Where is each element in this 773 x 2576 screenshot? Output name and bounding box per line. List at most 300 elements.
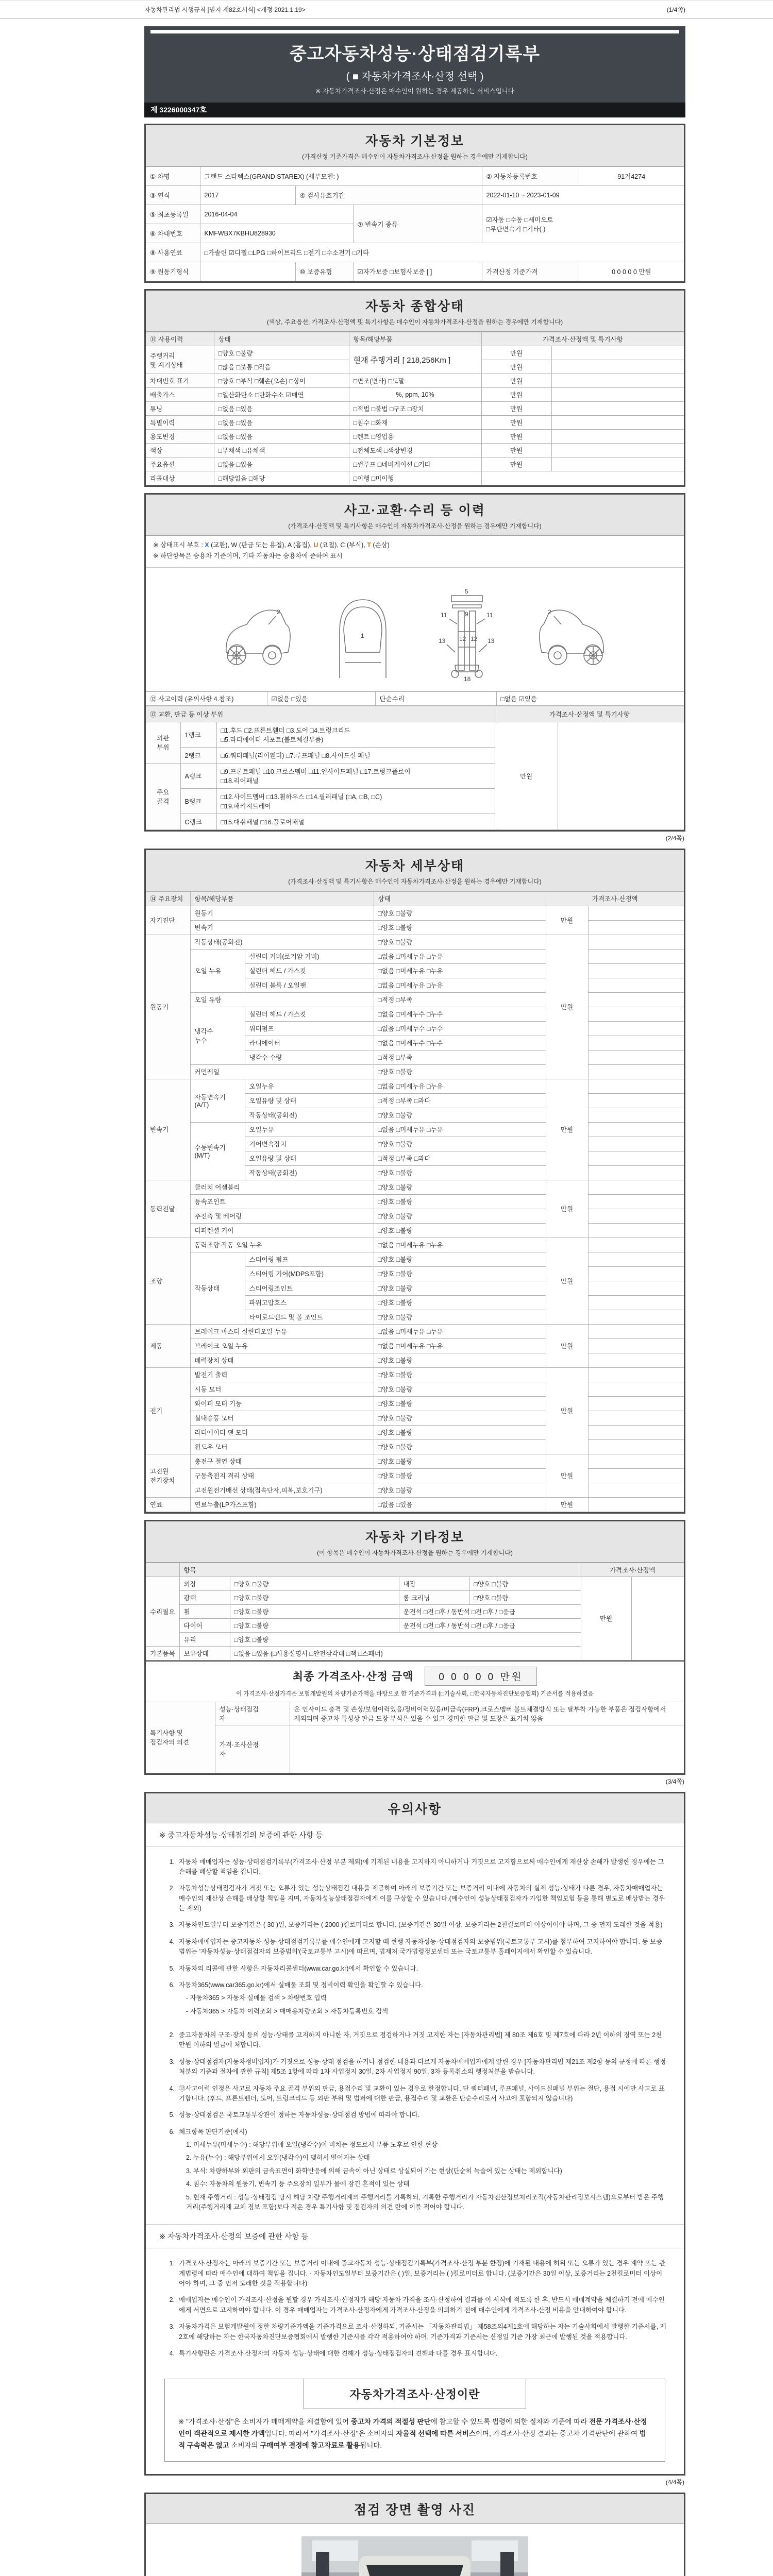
checkbox-cell[interactable]: □없음 □미세누수 □누수 [374,1007,546,1021]
label-panel-header: ⑬ 교환, 판금 등 이상 부위 [146,706,495,722]
cell: 주요 골격 [146,763,180,829]
cell: 만원 [481,402,551,416]
checkbox-cell[interactable]: □양호 □불량 [374,1223,546,1238]
cell: 타이로드엔드 및 볼 조인트 [245,1310,374,1324]
cell: C랭크 [180,814,216,829]
checkbox-cell[interactable]: □없음 □미세누수 □누수 [374,1036,546,1050]
svg-text:13: 13 [439,637,446,645]
checkbox-cell[interactable]: □없음 □미세누유 □누유 [374,1238,546,1252]
cell [588,1411,684,1425]
checkbox-cell[interactable]: □양호 □불량 [374,1165,546,1180]
checkbox-cell[interactable]: □해당없음 □해당 [214,471,349,485]
cell [588,1209,684,1223]
cell [588,1194,684,1209]
cell [588,1468,684,1483]
checkbox-cell[interactable]: □침수 □화재 [349,416,481,430]
checkbox-cell[interactable]: □양호 □불량 [374,1425,546,1439]
checkbox-cell[interactable]: □양호 □불량 [374,1411,546,1425]
cell: 만원 [481,346,551,360]
checkbox-cell[interactable]: □양호 □불량 [374,1209,546,1223]
checkbox-cell[interactable]: □많음 □보통 □적음 [214,360,349,374]
cell [588,1324,684,1338]
checkbox-cell[interactable]: □양호 □불량 [374,1137,546,1151]
cell: 연료누출(LP가스포함) [190,1497,374,1512]
checkbox-cell[interactable]: □15.대쉬패널 □16.플로어패널 [216,814,495,829]
cell [588,1497,684,1512]
cell [588,1064,684,1079]
cell: 항목/해당부품 [190,891,374,906]
pricing-definition-body: ※ "가격조사·산정"은 소비자가 매매계약을 체결함에 있어 중고차 가격의 적절성 판단에 참고할 수 있도록 법령에 의한 절차와 기준에 따라 전문 가격조사·산정인이 객관적으로 제시한 가액입니다. 따라서 "가격조사·산정"은 소비자의 자율적 선택에 따른 서비스이며, 가격조사·산정 결과는 중고차 가격판단에 관하여 법적 구속력은 없고 소비자의 구매여부 결정에 참고자료로 활용됩니다. [178,2418,647,2450]
cell: 클러치 어셈블리 [190,1180,374,1194]
cell [588,1050,684,1064]
cell: 냉각수 수량 [245,1050,374,1064]
section-other-info [144,1520,685,1775]
cell: 스티어링 기어(MDPS포함) [245,1266,374,1281]
cell: 배력장치 상태 [190,1353,374,1367]
notice-item: 3. 자동차인도일부터 보증기간은 ( 30 )일, 보증거리는 ( 2000 )킬로미터로 합니다. (보증기간은 30일 이상, 보증거리는 2천킬로미터 이상이어야 하며, 그 중 먼저 도래한 것을 적용) [169,1921,663,1929]
cell: 만원 [546,906,588,935]
checkbox-cell[interactable]: □양호 □불량 [230,1604,399,1618]
cell: 변속기 [190,920,374,935]
cell: 실린더 헤드 / 가스킷 [245,1007,374,1021]
car-diagram-side-right-icon [532,575,615,686]
accident-subtitle: (가격조사·산정액 및 특기사항은 매수인이 자동차가격조사·산정을 원하는 경우에만 기재합니다) [288,522,542,530]
notice-subheading-1: ※ 중고자동차성능·상태점검의 보증에 관한 사항 등 [146,1823,684,1847]
cell: 가격조사·산정액 [546,891,684,906]
checkbox-cell[interactable]: □양호 □부식 □훼손(오손) □상이 [214,374,349,388]
cell [588,1310,684,1324]
checkbox-cell[interactable]: □없음 □있음 [214,402,349,416]
svg-text:1: 1 [361,632,364,639]
checkbox-cell[interactable]: □양호 □불량 [374,1396,546,1411]
checkbox-cell[interactable]: □없음 □있음 [214,457,349,471]
cell: ⑭ 주요장치 [146,891,190,906]
cell [551,402,684,416]
checkbox-cell[interactable]: □양호 □불량 [374,1468,546,1483]
cell: 기본품목 [146,1646,179,1660]
checkbox-cell[interactable]: □6.쿼터패널(리어휀더) □7.루프패널 □8.사이드실 패널 [216,747,495,763]
notice-item: 4. 특기사항란은 가격조사·산정자의 자동차 성능·상태에 대한 견해가 성능·상태점검자의 견해와 다를 경우 표시합니다. [169,2349,498,2357]
cell: 만원 [481,374,551,388]
checkbox-cell[interactable]: □양호 □불량 [374,1194,546,1209]
final-price-amount: 0 0 0 0 0 만원 [425,1667,537,1686]
notice-item: 1. 가격조사·산정자는 아래의 보증기간 또는 보증거리 이내에 중고자동차 성능·상태점검기록부(가격조사·산정 부분 한정)에 기재된 내용에 허위 또는 오류가 있는 경우 계약 또는 관계법령에 따라 매수인에 대하여 책임을 집니다. · 자동차인도일부터 보증기간은 ( )일, 보증거리는 ( )킬로미터로 합니다. (보증기간은 30일 이상, 보증거리는 2천킬로미터 이상이어야 하며, 그 중 먼저 도래한 것을 적용합니다) [169,2260,666,2287]
cell: 원동기 [146,935,190,1079]
notice-item: 3. 성능·상태점검자(자동차정비업자)가 거짓으로 성능·상태 점검을 하거나 점검한 내용과 다르게 자동차매매업자에게 알린 경우 [자동차관리법 제21조 제2항 등의 규정에 따른 행정처분의 기준과 절차에 관한 규칙] 제5조 1항에 따라 1차 사업정지 30일, 2차 사업정지 90일, 3차 등록취소의 행정처분을 받습니다. [169,2058,666,2076]
checkbox-cell[interactable]: 운전석 □전 □후 / 동반석 □전 □후 / □응급 [399,1604,581,1618]
cell: 항목/해당부품 [349,332,481,346]
checkbox-cell[interactable]: □적정 □부족 □과다 [374,1151,546,1165]
accident-header [146,495,684,536]
cell: 전기 [146,1367,190,1454]
overall-subtitle: (색상, 주요옵션, 가격조사·산정액 및 특기사항은 매수인이 자동차가격조사·산정을 원하는 경우에만 기재합니다) [266,318,563,326]
checkbox-cell[interactable]: □양호 □불량 [374,1367,546,1382]
page-number-1: (1/4쪽) [666,6,685,13]
checkbox-cell[interactable]: □없음 □미세누수 □누수 [374,1021,546,1036]
cell: 내장 [399,1577,469,1590]
cell: ③ 연식 [146,186,200,205]
checkbox-cell[interactable]: □없음 □미세누유 □누유 [374,1338,546,1353]
cell [588,978,684,992]
page-number-3: (3/4쪽) [665,1777,684,1785]
cell: 오일유량 및 상태 [245,1093,374,1108]
cell: ⑦ 변속기 종류 [353,205,482,243]
cell: 배출가스 [146,388,214,402]
cell: 타이어 [179,1618,230,1632]
cell: 시동 모터 [190,1382,374,1396]
checkbox-cell[interactable]: □적정 □부족 [374,992,546,1007]
checkbox-cell[interactable]: □없음 □있음 (□사용설명서 □안전삼각대 □잭 □스패너) [230,1646,581,1660]
svg-text:12: 12 [459,635,466,642]
checkbox-cell[interactable]: □양호 □불량 [374,1382,546,1396]
section-detail-state [144,849,685,1514]
notice-header [146,1793,684,1823]
cell: 고전원 전기장치 [146,1454,190,1497]
cell: 가격산정 기준가격 [482,262,579,281]
cell: A랭크 [180,763,216,788]
cell [551,374,684,388]
cell [588,1338,684,1353]
value-first-reg-date: 2016-04-04 [200,205,353,224]
notice-item: 6. 체크항목 판단기준(예시) 1. 미세누유(미세누수) : 해당부위에 오일(냉각수)이 비치는 정도로서 부품 노후로 인한 현상 2. 누유(누수) : 해당부위에서 오일(냉각수)이 맺혀서 떨어지는 상태 3. 부식: 차량하부와 외판의 금속표면이 화학반응에 의해 금속이 아닌 상태로 상실되어 가는 현상(단순히 녹슬어 있는 상태는 제외합니다) 4. 침수: 자동차의 원동기, 변속기 등 주요장치 일부가 물에 잠긴 흔적이 있는 상태 5. 현재 주행거리 : 성능·상태점검 당시 해당 차량 주행거리계의 주행거리를 기록하되, 기록한 주행거리가 자동차전산정보처리조직(자동차관리정보시스템)으로부터 받은 주행거리(주행거리계 교체 정보 포함)보다 적은 경우 특기사항 및 점검자의 의견 란에 이를 적어야 합니다. [169,2128,664,2211]
cell [551,444,684,457]
cell: 보유상태 [179,1646,230,1660]
checkbox-cell[interactable]: □양호 □불량 [374,1180,546,1194]
checkbox-cell[interactable]: □양호 □불량 [230,1590,399,1604]
cell [588,963,684,978]
svg-text:11: 11 [486,611,493,619]
cell: 연료 [146,1497,190,1512]
checkbox-cell[interactable]: □없음 □미세누유 □누유 [374,963,546,978]
cell [551,457,684,471]
cell: 휠 [179,1604,230,1618]
other-header [146,1521,684,1563]
cell [588,1223,684,1238]
cell [588,1281,684,1295]
cell [588,1252,684,1266]
cell [588,1382,684,1396]
cell [588,1266,684,1281]
cell: ⑩ 보증유형 [295,262,353,281]
checkbox-cell[interactable]: □양호 □불량 [374,1064,546,1079]
photos-title: 점검 장면 촬영 사진 [354,2503,476,2518]
form-note: ※ 자동차가격조사·산정은 매수인이 원하는 경우 제공하는 서비스입니다 [315,88,514,95]
top-rule [0,18,773,19]
cell [200,262,295,281]
cell: 실린더 헤드 / 가스킷 [245,963,374,978]
notice-subheading-2: ※ 자동차가격조사·산정의 보증에 관한 사항 등 [146,2224,684,2248]
cell: B랭크 [180,788,216,814]
overall-header [146,291,684,332]
basic-info-table [146,166,684,281]
checkbox-cell[interactable]: □없음 □미세누유 □누유 [374,949,546,963]
checkbox-cell[interactable]: □양호 □불량 [374,1252,546,1266]
inspection-photo-front [301,2536,528,2576]
label-car-name: ① 차명 [146,167,200,186]
cell [588,1454,684,1468]
cell: ⑪ 사용이력 [146,332,214,346]
other-subtitle: (이 항목은 매수인이 자동차가격조사·산정을 원하는 경우에만 기재합니다) [317,1549,513,1556]
cell: 오일누유 [245,1079,374,1093]
cell: 룸 크리닝 [399,1590,469,1604]
cell: 오일유량 및 상태 [245,1151,374,1165]
car-diagram-front-icon [324,575,401,686]
notice-list-2 [146,2028,684,2224]
checkbox-cell[interactable]: □양호 □불량 [374,920,546,935]
form-page [144,1,685,18]
cell: 라디에이터 팬 모터 [190,1425,374,1439]
cell [588,1079,684,1093]
checkbox-cell[interactable]: □전체도색 □색상변경 [349,444,481,457]
checkbox-cell[interactable]: □양호 □불량 [230,1632,581,1646]
checkbox-cell[interactable]: □적정 □부족 [374,1050,546,1064]
value-car-name: 그랜드 스타렉스(GRAND STAREX) (세부모델: ) [200,167,482,186]
cell: 용도변경 [146,430,214,444]
notice-item: 4. ⑫사고이력 인정은 사고로 자동차 주요 골격 부위의 판금, 용접수리 및 교환이 있는 경우로 한정합니다. 단 쿼터패널, 루프패널, 사이드실패널 부위는 절단, 용접 시에만 사고로 표기합니다. (후드, 프론트펜더, 도어, 트렁크리드 등 외판 부위 및 범퍼에 대한 판금, 용접수리 및 교환은 단순수리로서 사고에 포함되지 않습니다) [169,2084,665,2102]
cell: 워터펌프 [245,1021,374,1036]
detail-table [146,891,684,1512]
section-inspection-photos [144,2493,685,2576]
value-appraiser-opinion [290,1725,684,1773]
checkbox-cell[interactable]: □양호 □불량 [374,1454,546,1468]
checkbox-cell[interactable]: □없음 □미세누유 □누유 [374,1122,546,1137]
cell: 만원 [546,935,588,1079]
cell: 충전구 절연 상태 [190,1454,374,1468]
cell: 만원 [481,416,551,430]
checkbox-warranty-type[interactable]: ☑자가보증 □보험사보증 [ ] [353,262,482,281]
detail-title: 자동차 세부상태 [365,858,464,873]
svg-text:11: 11 [441,611,447,619]
value-emission: %, ppm, 10% [349,388,481,402]
cell: 작동상태 [190,1252,245,1324]
checkbox-cell[interactable]: □양호 □불량 [374,1281,546,1295]
checkbox-cell[interactable]: □양호 □불량 [469,1590,581,1604]
cell: 작동상태(공회전) [190,935,374,949]
section-overall-state [144,289,685,487]
cell: 자기진단 [146,906,190,935]
cell [588,1367,684,1382]
value-reg-no: 91거4274 [579,167,684,186]
cell: 만원 [481,360,551,374]
form-title: 중고자동차성능·상태점검기록부 [289,44,541,64]
notice-item: 2. 자동차성능상태점검자가 거짓 또는 오류가 있는 성능상태점검 내용을 제공하여 아래의 보증기간 또는 보증거리 이내에 자동차의 실제 성능·상태가 다른 경우, 자동차매매업자는 매수인의 재산상 손해를 배상할 책임을 지며, 자동차성능상태점검자에게 이를 구상할 수 있습니다.(매수인이 성능상태점검자가 가입한 책임보험 등을 통해 별도로 배상받는 경우는 제외) [169,1885,665,1912]
cell [588,1036,684,1050]
panel-rank-table [146,706,684,830]
overall-title: 자동차 종합상태 [365,299,464,314]
document-number: 제 3226000347호 [144,103,685,117]
notice-item: 2. 중고자동차의 구조·장치 등의 성능·상태를 고지하지 아니한 자, 거짓으로 점검하거나 거짓 고지한 자는 [자동차관리법] 제 80조 제6호 및 제7호에 따라 2년 이하의 징역 또는 2천만원 이하의 벌금에 처합니다. [169,2031,662,2049]
checkbox-cell[interactable]: □양호 □불량 [374,1108,546,1122]
cell: 동력전달 [146,1180,190,1238]
cell [588,1295,684,1310]
cell: 가격조사·산정액 및 특기사항 [495,706,684,722]
checkbox-cell[interactable]: □렌트 □영업용 [349,430,481,444]
top-meta [144,1,685,18]
cell [588,1137,684,1151]
detail-subtitle: (가격조사·산정액 및 특기사항은 매수인이 자동차가격조사·산정을 원하는 경우에만 기재합니다) [288,877,542,885]
checkbox-accident[interactable]: ☑없음 □있음 [267,691,375,705]
cell [588,1353,684,1367]
checkbox-cell[interactable]: □양호 □불량 [374,1439,546,1454]
title-stripe [150,30,679,33]
checkbox-transmission[interactable]: ☑자동 □수동 □세미오토 □무단변속기 □기타( ) [482,205,684,243]
cell [146,1563,179,1577]
checkbox-cell[interactable]: 운전석 □전 □후 / 동반석 □전 □후 / □응급 [399,1618,581,1632]
cell [588,1439,684,1454]
cell: 만원 [481,457,551,471]
accident-notes [146,536,684,568]
checkbox-cell[interactable]: □없음 □있음 [214,416,349,430]
other-title: 자동차 기타정보 [365,1530,464,1545]
cell: 조향 [146,1238,190,1324]
notice-item: 1. 자동차 매매업자는 성능·상태점검기록부(가격조사·산정 부분 제외)에 기재된 내용을 고지하지 아니하거나 거짓으로 고지함으로써 매수인에게 재산상 손해가 발생한 경우에는 그 손해를 배상할 책임을 집니다. [169,1858,664,1875]
cell: ④ 검사유효기간 [295,186,482,205]
cell: 상태 [374,891,546,906]
label-special-notes: 특기사항 및 점검자의 의견 [146,1702,215,1773]
cell: 가격조사·산정액 [581,1563,684,1577]
detail-header [146,850,684,891]
checkbox-cell[interactable]: □없음 □있음 [214,430,349,444]
notice-list-3 [146,2248,684,2370]
cell: 작동상태(공회전) [245,1165,374,1180]
cell [551,416,684,430]
checkbox-cell[interactable]: □이행 □미이행 [349,471,481,485]
checkbox-cell[interactable]: □양호 □불량 [469,1577,581,1590]
checkbox-cell[interactable]: □없음 □있음 [374,1497,546,1512]
cell: 구동축전지 격리 상태 [190,1468,374,1483]
section-notice [144,1792,685,2476]
cell: 만원 [481,388,551,402]
label-reg-no: ② 자동차등록번호 [482,167,579,186]
checkbox-cell[interactable]: □양호 □불량 [374,1353,546,1367]
cell: 작동상태(공회전) [245,1108,374,1122]
cell: 만원 [581,1577,631,1660]
final-price-footnote[interactable]: 이 가격조사·산정가격은 보험개발원의 차량기준가액을 바탕으로 한 기준가격과 (□기술사회, □한국자동차진단보증협회) 기준서를 적용하였음 [236,1690,594,1697]
value-inspector-opinion: 운 인사이드 충격 및 손상/보험이력있음/정비이력있음/비금속(FRP),크로스멤버 볼트체결방식 또는 탈부착 가능한 부품은 점검사항에서 제외되며 중고차 특성상 판금 도장 부식은 있을 수 있고 경미한 판금 및 도장은 표기치 않음 [290,1702,684,1725]
cell: 라디에이터 [245,1036,374,1050]
cell: 만원 [495,722,558,829]
cell: 수동변속기 (M/T) [190,1122,245,1180]
cell: 2랭크 [180,747,216,763]
checkbox-cell[interactable]: □양호 □불량 [230,1618,399,1632]
photos-header [146,2494,684,2524]
cell [588,1396,684,1411]
accident-history-row [146,691,684,706]
cell: 브레이크 마스터 실린더오일 누유 [190,1324,374,1338]
accident-note-2: ※ 하단항목은 승용차 기준이며, 기타 자동차는 승용차에 준하여 표시 [153,552,343,560]
checkbox-cell[interactable]: □없음 □미세누유 □누유 [374,1324,546,1338]
svg-text:2: 2 [277,608,280,616]
checkbox-emission[interactable]: □일산화탄소 □탄화수소 ☑매연 [214,388,349,402]
car-diagram-underbody-icon [428,575,506,686]
car-damage-diagrams [146,568,684,691]
checkbox-cell[interactable]: □적정 □부족 □과다 [374,1093,546,1108]
cell: 오일누유 [245,1122,374,1137]
basic-info-subtitle: (가격산정 기준가격은 매수인이 자동차가격조사·산정을 원하는 경우에만 기재합니다) [302,153,528,160]
notice-title: 유의사항 [388,1802,442,1817]
checkbox-cell[interactable]: □양호 □불량 [214,346,349,360]
form-subtitle: ( ■ 자동차가격조사·산정 선택 ) [346,71,484,82]
svg-text:5: 5 [465,587,468,595]
notice-item: 5. 자동차의 리콜에 관한 사항은 자동차리콜센터(www.car.go.kr)에서 확인할 수 있습니다. [169,1964,418,1972]
checkbox-simple-repair[interactable]: □없음 ☑있음 [496,691,684,705]
cell: 동력조향 작동 오일 누유 [190,1238,374,1252]
pricing-definition-box [164,2379,665,2462]
checkbox-cell[interactable]: □없음 □미세누유 □누유 [374,978,546,992]
cell: 유리 [179,1632,230,1646]
svg-text:13: 13 [488,637,495,645]
cell [588,1238,684,1252]
cell: 등속죠인트 [190,1194,374,1209]
checkbox-cell[interactable]: □양호 □불량 [374,906,546,920]
cell [588,949,684,963]
special-notes-table [146,1702,684,1773]
notice-item: 5. 성능·상태점검은 국토교통부장관이 정하는 자동차성능·상태점검 방법에 따라야 합니다. [169,2111,420,2119]
cell: 주요옵션 [146,457,214,471]
cell [558,722,684,829]
value-model-year: 2017 [200,186,295,205]
cell: ⑥ 차대번호 [146,224,200,243]
title-block [144,26,685,103]
cell: 색상 [146,444,214,457]
svg-text:2: 2 [548,608,551,616]
checkbox-cell[interactable]: □양호 □불량 [374,1266,546,1281]
checkbox-cell[interactable]: □변조(변타) □도말 [349,374,481,388]
cell: 변속기 [146,1079,190,1180]
checkbox-cell[interactable]: □양호 □불량 [374,1310,546,1324]
pricing-definition-title: 자동차가격조사·산정이란 [304,2379,526,2409]
checkbox-cell[interactable]: □12.사이드멤버 □13.휠하우스 □14.필러패널 (□A, □B, □C) □19.패키지트레이 [216,788,495,814]
cell: ⑧ 사용연료 [146,243,200,262]
checkbox-cell[interactable]: □적법 □불법 □구조 □장치 [349,402,481,416]
checkbox-cell[interactable]: □양호 □불량 [374,1483,546,1497]
label-accident-history: ⑫ 사고이력 (유의사항 4.참조) [146,691,267,705]
basic-info-header [146,125,684,166]
cell: 튜닝 [146,402,214,416]
cell: 만원 [546,1367,588,1454]
checkbox-cell[interactable]: □1.후드 □2.프론트휀더 □3.도어 □4.트렁크리드 □5.라디에이터 서포트(볼트체결부품) [216,722,495,747]
checkbox-cell[interactable]: □양호 □불량 [374,935,546,949]
checkbox-cell[interactable]: □없음 □미세누유 □누유 [374,1079,546,1093]
cell: ⑨ 원동기형식 [146,262,200,281]
photo-zone [146,2524,684,2576]
checkbox-cell[interactable]: □양호 □불량 [230,1577,399,1590]
cell: 1랭크 [180,722,216,747]
notice-list-1 [146,1847,684,2029]
cell: 수리필요 [146,1577,179,1646]
label-appraiser: 가격·조사산정 자 [215,1725,290,1773]
cell: 만원 [546,1497,588,1512]
page-number-4: (4/4쪽) [665,2479,684,2486]
cell [551,360,684,374]
cell: 만원 [546,1079,588,1180]
checkbox-cell[interactable]: □무채색 □유채색 [214,444,349,457]
cell: 스티어링 펌프 [245,1252,374,1266]
checkbox-cell[interactable]: □양호 □불량 [374,1295,546,1310]
cell: 차대번호 표기 [146,374,214,388]
cell: 주행거리 및 계기상태 [146,346,214,374]
checkbox-cell[interactable]: □9.프론트패널 □10.크로스멤버 □11.인사이드패널 □17.트렁크플로어 □18.리어패널 [216,763,495,788]
cell [551,346,684,360]
checkbox-fuel[interactable]: □가솔린 ☑디젤 □LPG □하이브리드 □전기 □수소전기 □기타 [200,243,684,262]
car-diagram-side-left-icon [215,575,297,686]
value-inspection-period: 2022-01-10 ~ 2023-01-09 [482,186,684,205]
overall-table [146,332,684,485]
cell: 실린더 커버(로커암 커버) [245,949,374,963]
checkbox-cell[interactable]: □썬루프 □네비게이션 □기타 [349,457,481,471]
cell: 기어변속장치 [245,1137,374,1151]
cell: 와이퍼 모터 기능 [190,1396,374,1411]
